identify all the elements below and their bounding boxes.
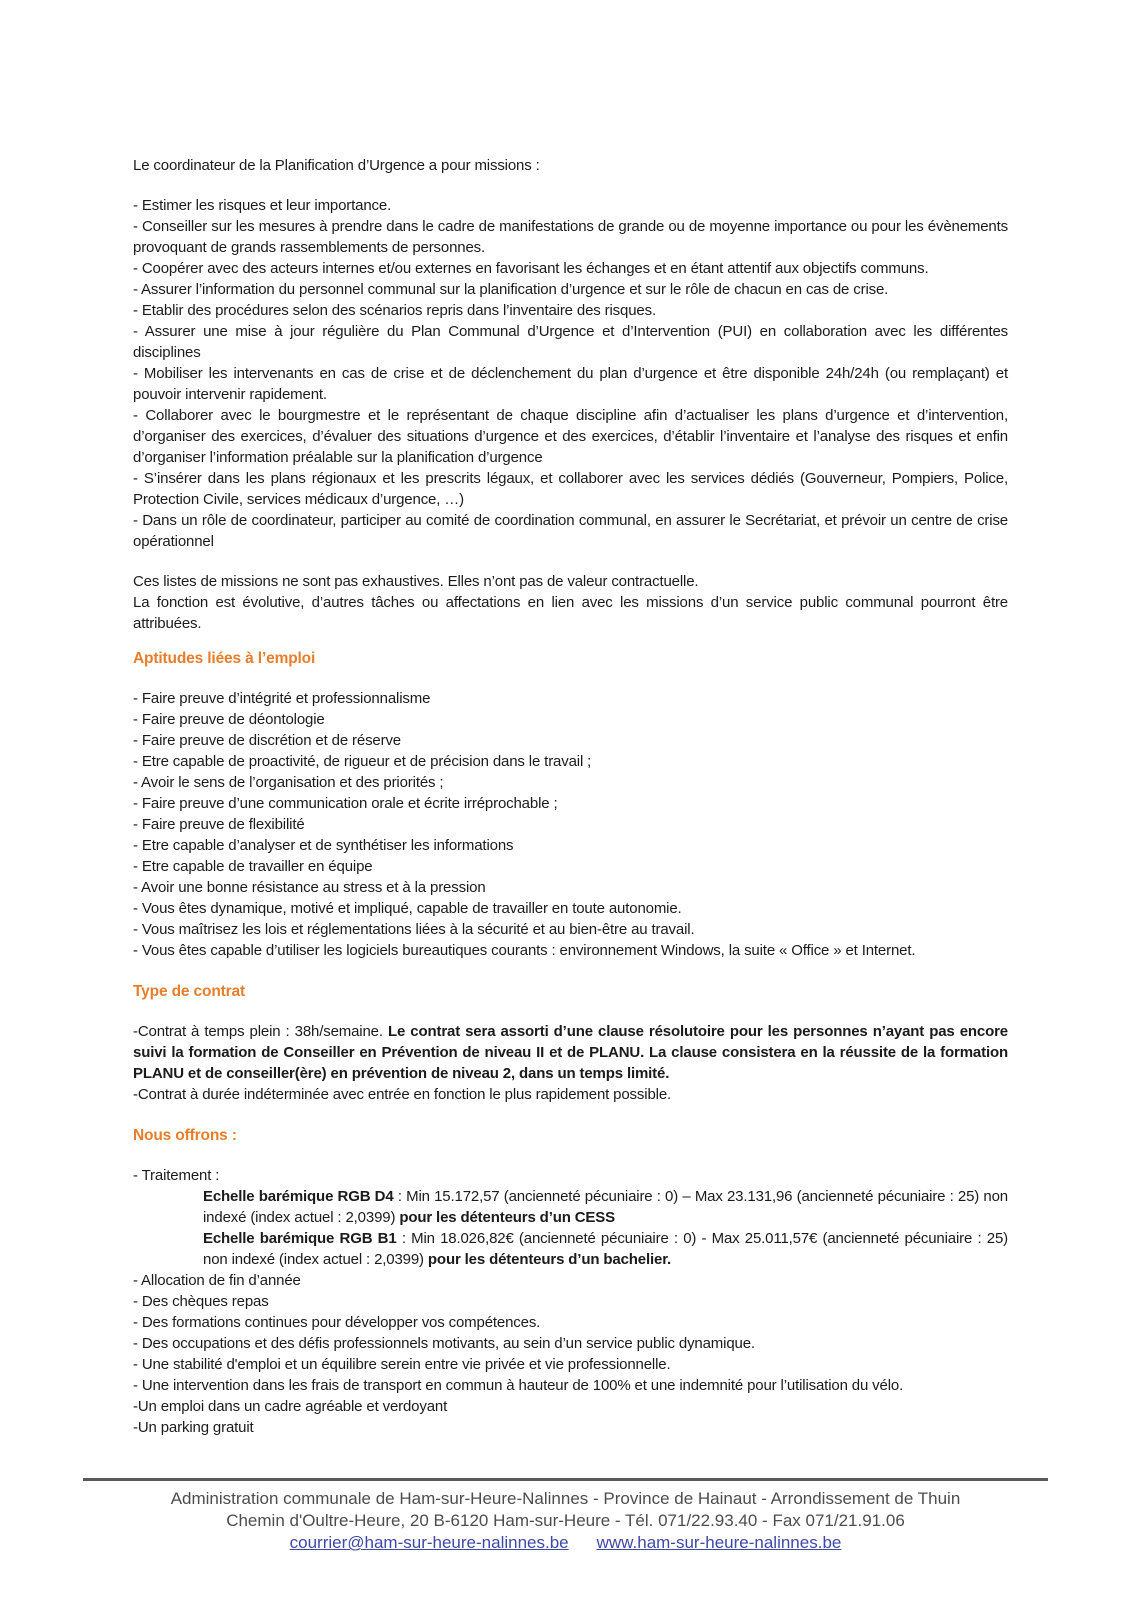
aptitudes-list — [133, 688, 1008, 961]
list-item: - Des occupations et des défis professionnels motivants, au sein d’un service public dynamique. — [133, 1335, 755, 1352]
list-item: - Assurer une mise à jour régulière du Plan Communal d’Urgence et d’Intervention (PUI) en collaboration avec les différentes disciplines — [133, 323, 1008, 361]
list-item: - Faire preuve d’intégrité et professionnalisme — [133, 690, 431, 707]
footer-links — [0, 1532, 1131, 1554]
footer-org-line: Administration communale de Ham-sur-Heure-Nalinnes - Province de Hainaut - Arrondissement de Thuin — [170, 1489, 961, 1508]
missions-list — [133, 195, 1008, 552]
offrons-list — [133, 1165, 1008, 1438]
list-item: -Un parking gratuit — [133, 1419, 254, 1436]
list-item: - Etre capable de travailler en équipe — [133, 858, 373, 875]
footer-email-link[interactable]: courrier@ham-sur-heure-nalinnes.be — [289, 1533, 569, 1552]
list-item: - S’insérer dans les plans régionaux et les prescrits légaux, et collaborer avec les services dédiés (Gouverneur, Pompiers, Police, Protection Civile, services médicaux d’urgence, …) — [133, 470, 1008, 508]
list-item: - Faire preuve d’une communication orale et écrite irréprochable ; — [133, 795, 558, 812]
document-body — [133, 155, 1008, 1438]
echelle-d4-audience: pour les détenteurs d’un CESS — [399, 1209, 615, 1226]
echelle-baremique-d4 — [133, 1186, 1008, 1228]
echelle-d4-detail: : Min 15.172,57 (ancienneté pécuniaire : 0) – Max 23.131,96 (ancienneté pécuniaire : 25) non indexé (index actuel : 2,0399) — [203, 1188, 1008, 1226]
list-item: - Faire preuve de discrétion et de réserve — [133, 732, 401, 749]
list-item: - Avoir une bonne résistance au stress et à la pression — [133, 879, 486, 896]
contrat-paragraph — [133, 1021, 1008, 1084]
echelle-baremique-b1 — [133, 1228, 1008, 1270]
list-item: - Une stabilité d'emploi et un équilibre serein entre vie privée et vie professionnelle. — [133, 1356, 671, 1373]
aptitudes-heading: Aptitudes liées à l’emploi — [133, 650, 316, 667]
traitement-label: - Traitement : — [133, 1167, 220, 1184]
list-item: - Assurer l’information du personnel communal sur la planification d’urgence et sur le rôle de chacun en cas de crise. — [133, 281, 889, 298]
page-footer — [0, 1478, 1131, 1554]
intro-line: Le coordinateur de la Planification d’Urgence a pour missions : — [133, 157, 540, 174]
list-item: - Une intervention dans les frais de transport en commun à hauteur de 100% et une indemnité pour l’utilisation du vélo. — [133, 1377, 904, 1394]
list-item: -Un emploi dans un cadre agréable et verdoyant — [133, 1398, 448, 1415]
list-item: - Collaborer avec le bourgmestre et le représentant de chaque discipline afin d’actualiser les plans d’urgence et d’intervention, d’organiser des exercices, d’évaluer des situations d’urgence et des exercices, d’établir l’inventaire et l’analyse des risques et enfin d’organiser l’information préalable sur la planification d’urgence — [133, 407, 1008, 466]
echelle-b1-detail: : Min 18.026,82€ (ancienneté pécuniaire : 0) - Max 25.011,57€ (ancienneté pécuniaire : 25) non indexé (index actuel : 2,0399) — [203, 1230, 1008, 1268]
contrat-normal-text: -Contrat à temps plein : 38h/semaine. — [133, 1023, 388, 1040]
list-item: - Etre capable d’analyser et de synthétiser les informations — [133, 837, 514, 854]
list-item: - Coopérer avec des acteurs internes et/ou externes en favorisant les échanges et en étant attentif aux objectifs communs. — [133, 260, 929, 277]
list-item: - Etre capable de proactivité, de rigueur et de précision dans le travail ; — [133, 753, 592, 770]
list-item: - Faire preuve de flexibilité — [133, 816, 305, 833]
list-item: - Dans un rôle de coordinateur, participer au comité de coordination communal, en assurer le Secrétariat, et prévoir un centre de crise opérationnel — [133, 512, 1008, 550]
echelle-d4-title: Echelle barémique RGB D4 — [203, 1188, 394, 1205]
footer-website-link[interactable]: www.ham-sur-heure-nalinnes.be — [596, 1533, 842, 1552]
echelle-b1-title: Echelle barémique RGB B1 — [203, 1230, 397, 1247]
notes-block — [133, 571, 1008, 634]
list-item: - Vous êtes dynamique, motivé et impliqué, capable de travailler en toute autonomie. — [133, 900, 682, 917]
list-item: - Avoir le sens de l’organisation et des priorités ; — [133, 774, 444, 791]
list-item: - Conseiller sur les mesures à prendre dans le cadre de manifestations de grande ou de moyenne importance ou pour les évènements provoquant de grands rassemblements de personnes. — [133, 218, 1008, 256]
list-item: - Des chèques repas — [133, 1293, 269, 1310]
note-line: Ces listes de missions ne sont pas exhaustives. Elles n’ont pas de valeur contractuelle. — [133, 573, 699, 590]
list-item: - Estimer les risques et leur importance. — [133, 197, 392, 214]
list-item: - Etablir des procédures selon des scénarios repris dans l’inventaire des risques. — [133, 302, 656, 319]
contrat-paragraph: -Contrat à durée indéterminée avec entrée en fonction le plus rapidement possible. — [133, 1086, 672, 1103]
list-item: - Vous êtes capable d’utiliser les logiciels bureautiques courants : environnement Windows, la suite « Office » et Internet. — [133, 942, 916, 959]
list-item: - Mobiliser les intervenants en cas de crise et de déclenchement du plan d’urgence et être disponible 24h/24h (ou remplaçant) et pouvoir intervenir rapidement. — [133, 365, 1008, 403]
list-item: - Faire preuve de déontologie — [133, 711, 325, 728]
footer-divider — [83, 1478, 1048, 1481]
footer-address-line: Chemin d'Oultre-Heure, 20 B-6120 Ham-sur-Heure - Tél. 071/22.93.40 - Fax 071/21.91.06 — [226, 1511, 905, 1530]
contrat-heading: Type de contrat — [133, 983, 246, 1000]
list-item: - Vous maîtrisez les lois et réglementations liées à la sécurité et au bien-être au travail. — [133, 921, 695, 938]
list-item: - Allocation de fin d’année — [133, 1272, 301, 1289]
list-item: - Des formations continues pour développer vos compétences. — [133, 1314, 541, 1331]
note-line: La fonction est évolutive, d’autres tâches ou affectations en lien avec les missions d’un service public communal pourront être attribuées. — [133, 594, 1008, 632]
echelle-b1-audience: pour les détenteurs d’un bachelier. — [427, 1251, 672, 1268]
offrons-heading: Nous offrons : — [133, 1127, 237, 1144]
contrat-bold-text: Le contrat sera assorti d’une clause résolutoire pour les personnes n’ayant pas encore suivi la formation de Conseiller en Prévention de niveau II et de PLANU. La clause consistera en la réussite de la formation PLANU et de conseiller(ère) en prévention de niveau 2, dans un temps limité. — [133, 1023, 1008, 1082]
